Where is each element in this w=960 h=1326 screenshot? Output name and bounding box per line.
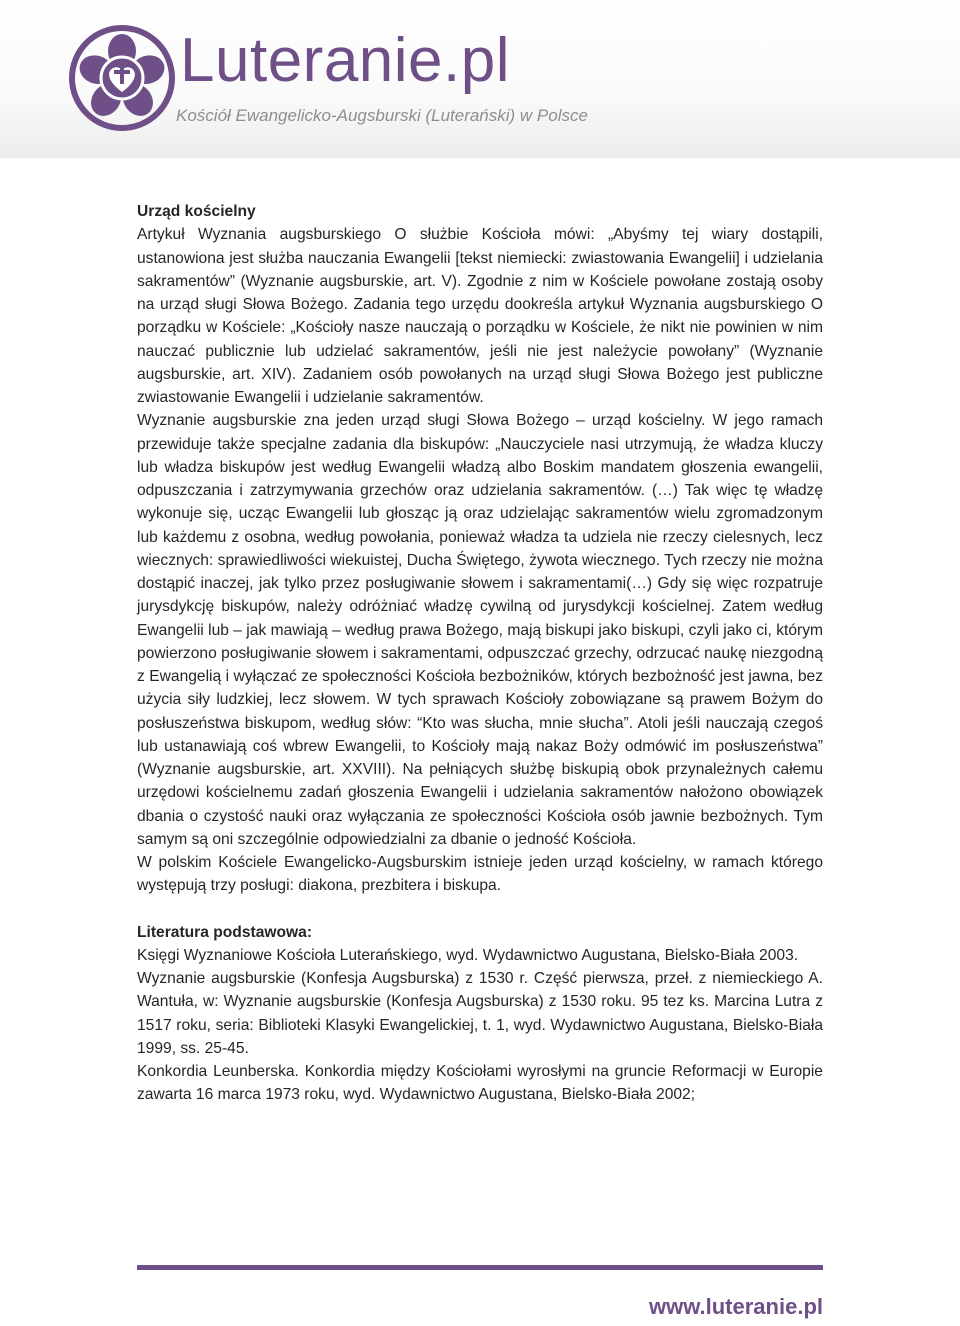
paragraph: W polskim Kościele Ewangelicko-Augsburskim istnieje jeden urząd kościelny, w ramach którego występują trzy posługi: diakona, prezbitera i biskupa. bbox=[137, 854, 823, 895]
footer-divider bbox=[137, 1265, 823, 1270]
section-heading-literatura: Literatura podstawowa: bbox=[137, 923, 313, 941]
bibliography-item: Wyznanie augsburskie (Konfesja Augsburska) z 1530 r. Część pierwsza, przeł. z niemieckiego A. Wantuła, w: Wyznanie augsburskie (Konfesja Augsburska) z 1530 roku. 95 tez ks. Marcina Lutra z 1517 roku, seria: Biblioteki Klasyki Ewangelickiej, t. 1, wyd. Wydawnictwo Augustana, Bielsko-Biała 1999, ss. 25-45. bbox=[137, 970, 823, 1057]
luther-rose-logo-icon bbox=[68, 24, 176, 132]
paragraph: Wyznanie augsburskie zna jeden urząd sługi Słowa Bożego – urząd kościelny. W jego ramach przewiduje także specjalne zadania dla biskupów: „Nauczyciele nasi utrzymują, że władza kluczy lub władza biskupów jest według Ewangelii władzą albo Boskim mandatem głoszenia ewangelii, odpuszczania i zatrzymywania grzechów oraz udzielania sakramentów. (…) Tak więc tę władzę wykonuje się, ucząc Ewangelii lub głosząc ją oraz udzielając sakramentów wielu zgromadzonym lub każdemu z osobna, według powołania, ponieważ władza ta udziela nie rzeczy cielesnych, lecz wiecznych: sprawiedliwości wiekuistej, Ducha Świętego, żywota wiecznego. Tych rzeczy nie można dostąpić inaczej, jak tylko przez posługiwanie słowem i sakramentami(…) Gdy się więc rozpatruje jurysdykcję biskupów, należy odróżniać władzę cywilną od jurysdykcji kościelnej. Zatem według Ewangelii lub – jak mawiają – według prawa Bożego, mają biskupi jako biskupi, czyli jako ci, którym powierzono posługiwanie słowem i sakramentami, odpuszczać grzechy, odrzucać naukę niezgodną z Ewangelią i wyłączać ze społeczności Kościoła bezbożników, których bezbożność jest jawna, bez użycia siły ludzkiej, lecz słowem. W tych sprawach Kościoły zobowiązane są prawem Bożym do posłuszeństwa biskupom, według słów: “Kto was słucha, mnie słucha”. Atoli jeśli nauczają czegoś lub ustanawiają coś wbrew Ewangelii, to Kościoły mają nakaz Boży odmówić im posłuszeństwa” (Wyznanie augsburskie, art. XXVIII). Na pełniących służbę biskupią obok przynależnych całemu urzędowi kościelnemu zadań głoszenia Ewangelii i udzielania sakramentów nałożono obowiązek dbania o czystość nauki oraz wyłączania ze społeczności Kościoła osób jawnie bezbożnych. Tym samym są oni szczególnie odpowiedzialni za dbanie o jedność Kościoła. bbox=[137, 412, 823, 848]
bibliography-item: Konkordia Leunberska. Konkordia między Kościołami wyrosłymi na gruncie Reformacji w Europie zawarta 16 marca 1973 roku, wyd. Wydawnictwo Augustana, Bielsko-Biała 2002; bbox=[137, 1063, 823, 1104]
spacer bbox=[137, 898, 823, 921]
page-header bbox=[0, 0, 960, 158]
document-body bbox=[137, 200, 823, 1107]
footer-url: www.luteranie.pl bbox=[649, 1294, 823, 1319]
logo-title: Luteranie.pl bbox=[180, 26, 511, 95]
paragraph: Artykuł Wyznania augsburskiego O służbie Kościoła mówi: „Abyśmy tej wiary dostąpili, ustanowiona jest służba nauczania Ewangelii [tekst niemiecki: zwiastowania Ewangelii] i udzielania sakramentów” (Wyznanie augsburskie, art. V). Zgodnie z nim w Kościele powołane zostają osoby na urząd sługi Słowa Bożego. Zadania tego urzędu dookreśla artykuł Wyznania augsburskiego O porządku w Kościele: „Kościoły nasze nauczają o porządku w Kościele, że nikt nie powinien w nim nauczać publicznie lub udzielać sakramentów, jeśli nie jest należycie powołany” (Wyznanie augsburskie, art. XIV). Zadaniem osób powołanych na urząd sługi Słowa Bożego jest publiczne zwiastowanie Ewangelii i udzielanie sakramentów. bbox=[137, 226, 823, 406]
logo-subtitle: Kościół Ewangelicko-Augsburski (Luterański) w Polsce bbox=[176, 106, 588, 125]
bibliography-item: Księgi Wyznaniowe Kościoła Luterańskiego, wyd. Wydawnictwo Augustana, Bielsko-Biała 2003. bbox=[137, 946, 799, 964]
section-heading-urzad: Urząd kościelny bbox=[137, 203, 256, 220]
